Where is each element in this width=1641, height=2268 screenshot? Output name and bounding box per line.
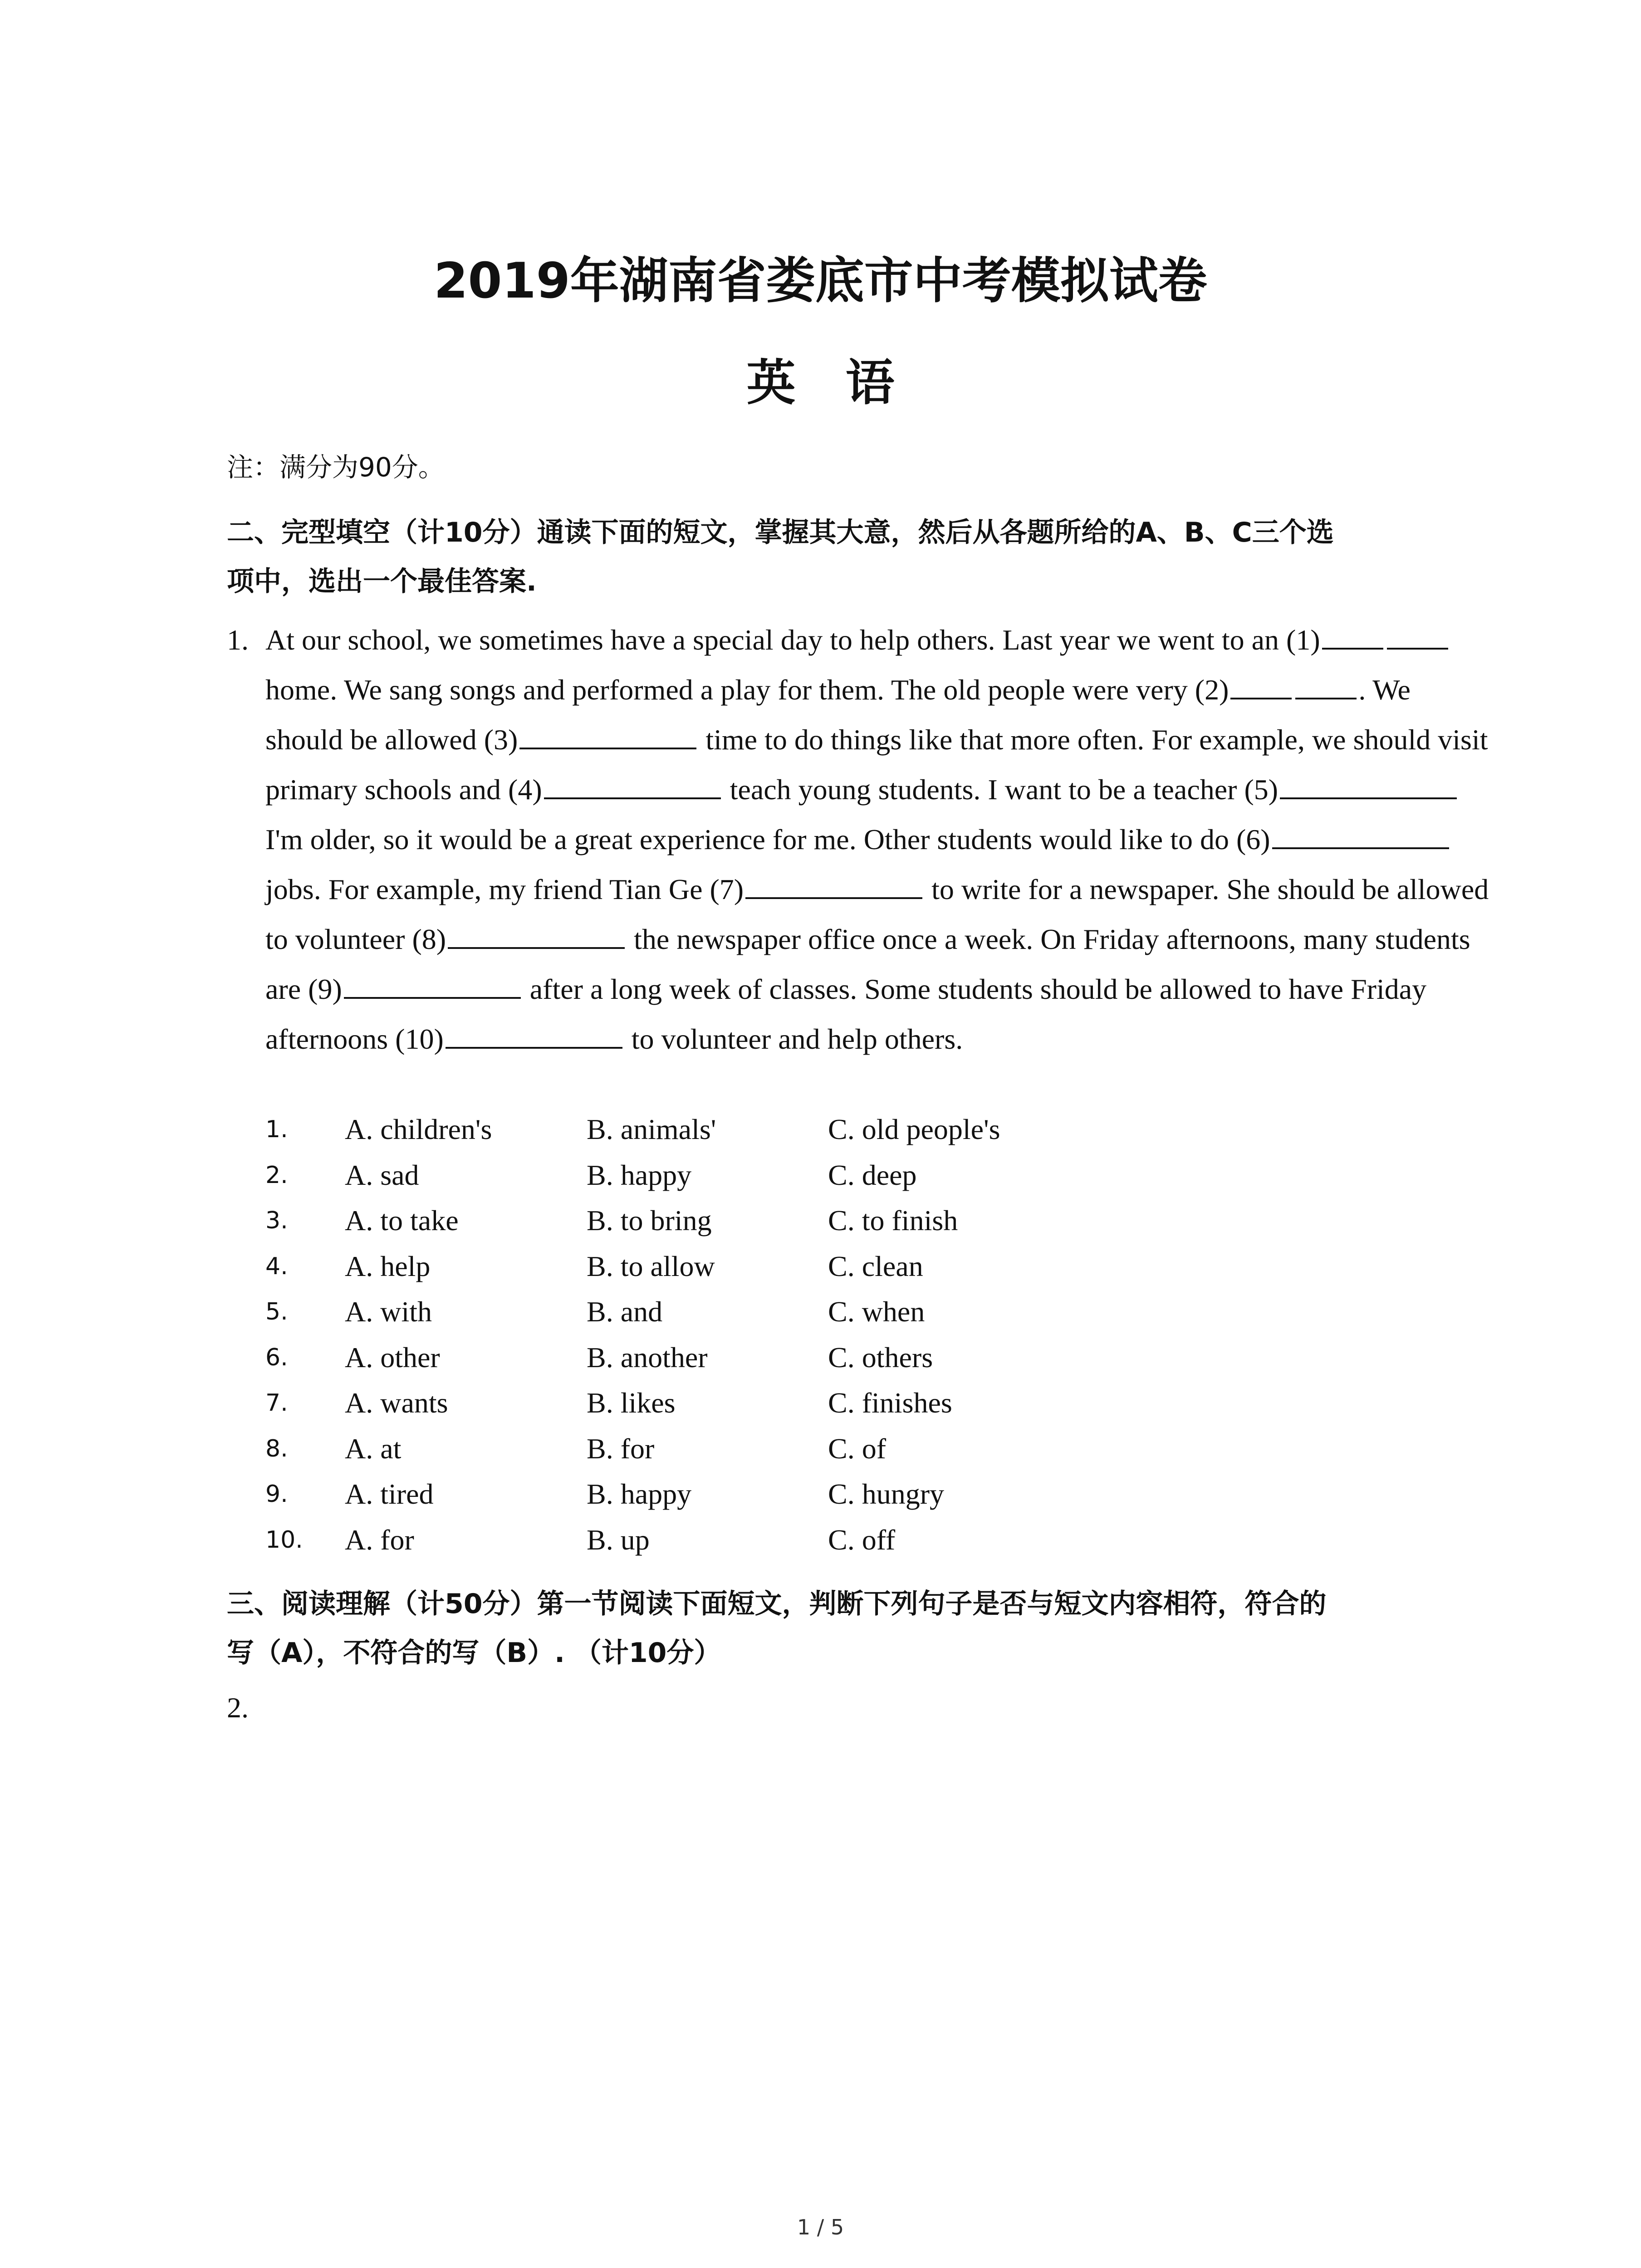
option-b[interactable]: B. happy: [587, 1158, 692, 1191]
option-row: [265, 1107, 1264, 1153]
answer-blank-6[interactable]: [1272, 821, 1449, 849]
option-c[interactable]: C. when: [828, 1295, 925, 1328]
option-b[interactable]: B. up: [587, 1523, 650, 1556]
option-row: [265, 1198, 1264, 1244]
score-note: 注：满分为90分。: [227, 452, 445, 483]
option-b[interactable]: B. and: [587, 1295, 663, 1328]
passage-segment: jobs. For example, my friend Tian Ge (7): [265, 873, 744, 905]
option-c[interactable]: C. deep: [828, 1158, 917, 1191]
section-3-heading: [227, 1579, 1461, 1677]
page-subtitle: 英语: [746, 355, 945, 411]
answer-blank-9[interactable]: [344, 971, 521, 999]
answer-blank-1[interactable]: [1322, 621, 1383, 650]
option-row: [265, 1289, 1264, 1335]
option-c[interactable]: C. off: [828, 1523, 896, 1556]
passage-segment: to write for a newspaper. She should be allowed to volunteer (8): [265, 873, 1489, 955]
section-2-heading: [227, 508, 1461, 606]
option-number: 3.: [265, 1207, 288, 1234]
option-number: 4.: [265, 1252, 288, 1280]
option-b[interactable]: B. to bring: [587, 1204, 712, 1237]
option-number: 6.: [265, 1344, 288, 1371]
option-b[interactable]: B. likes: [587, 1387, 676, 1419]
option-number: 10.: [265, 1526, 303, 1554]
passage-segment: teach young students. I want to be a teacher (5): [722, 773, 1279, 806]
option-b[interactable]: B. for: [587, 1432, 655, 1465]
option-c[interactable]: C. clean: [828, 1250, 923, 1282]
question-2-number: 2.: [227, 1691, 249, 1724]
option-a[interactable]: A. help: [345, 1250, 431, 1282]
option-row: [265, 1426, 1264, 1472]
option-b[interactable]: B. happy: [587, 1478, 692, 1510]
option-c[interactable]: C. of: [828, 1432, 886, 1465]
option-a[interactable]: A. tired: [345, 1478, 434, 1510]
option-a[interactable]: A. sad: [345, 1158, 419, 1191]
passage-segment: after a long week of classes. Some students should be allowed to have Friday afternoons (10): [265, 973, 1427, 1055]
section-2-heading-line1: 二、完型填空（计10分）通读下面的短文，掌握其大意，然后从各题所给的A、B、C三个选: [227, 517, 1334, 548]
section-2-heading-line2: 项中，选出一个最佳答案.: [227, 566, 537, 597]
section-3-heading-line1: 三、阅读理解（计50分）第一节阅读下面短文，判断下列句子是否与短文内容相符，符合的: [227, 1588, 1327, 1620]
answer-blank-5[interactable]: [1280, 771, 1457, 799]
answer-blank-3[interactable]: [519, 721, 696, 749]
passage-segment: to volunteer and help others.: [624, 1023, 963, 1055]
question-1-number: 1.: [227, 624, 249, 656]
option-c[interactable]: C. others: [828, 1341, 933, 1374]
answer-blank-2[interactable]: [1230, 671, 1292, 699]
option-c[interactable]: C. hungry: [828, 1478, 944, 1510]
option-c[interactable]: C. finishes: [828, 1387, 952, 1419]
option-row: [265, 1335, 1264, 1381]
answer-blank-7[interactable]: [745, 871, 922, 899]
option-number: 7.: [265, 1389, 288, 1417]
option-a[interactable]: A. wants: [345, 1387, 448, 1419]
answer-options-list: [265, 1107, 1264, 1563]
answer-blank-2b: [1295, 671, 1357, 699]
answer-blank-1b: [1387, 621, 1448, 650]
option-b[interactable]: B. animals': [587, 1113, 716, 1145]
answer-blank-4[interactable]: [544, 771, 721, 799]
cloze-passage: [265, 615, 1490, 1064]
option-a[interactable]: A. for: [345, 1523, 414, 1556]
option-row: [265, 1517, 1264, 1563]
option-row: [265, 1244, 1264, 1290]
option-number: 8.: [265, 1435, 288, 1462]
answer-blank-10[interactable]: [446, 1021, 622, 1049]
option-row: [265, 1380, 1264, 1426]
option-a[interactable]: A. children's: [345, 1113, 492, 1145]
option-number: 1.: [265, 1116, 288, 1143]
option-number: 5.: [265, 1298, 288, 1325]
option-a[interactable]: A. with: [345, 1295, 432, 1328]
option-row: [265, 1471, 1264, 1517]
option-c[interactable]: C. old people's: [828, 1113, 1000, 1145]
option-b[interactable]: B. to allow: [587, 1250, 715, 1282]
option-c[interactable]: C. to finish: [828, 1204, 958, 1237]
passage-segment: I'm older, so it would be a great experience for me. Other students would like to do (6): [265, 823, 1270, 855]
option-a[interactable]: A. at: [345, 1432, 402, 1465]
option-row: [265, 1153, 1264, 1198]
option-number: 2.: [265, 1161, 288, 1189]
passage-segment: time to do things like that more often. For example, we should visit primary schools and (4): [265, 723, 1488, 806]
page-title: 2019年湖南省娄底市中考模拟试卷: [434, 253, 1207, 309]
option-a[interactable]: A. to take: [345, 1204, 459, 1237]
passage-segment: the newspaper office once a week. On Friday afternoons, many students are (9): [265, 923, 1470, 1005]
section-3-heading-line2: 写（A），不符合的写（B）. （计10分）: [227, 1637, 721, 1669]
option-a[interactable]: A. other: [345, 1341, 440, 1374]
page-number: 1 / 5: [797, 2215, 844, 2239]
passage-segment: At our school, we sometimes have a special day to help others. Last year we went to an (1): [265, 624, 1320, 656]
option-b[interactable]: B. another: [587, 1341, 708, 1374]
passage-segment: home. We sang songs and performed a play for them. The old people were very (2): [265, 674, 1229, 706]
answer-blank-8[interactable]: [448, 921, 625, 949]
option-number: 9.: [265, 1481, 288, 1508]
passage-segment: . We should be allowed (3): [265, 674, 1411, 756]
